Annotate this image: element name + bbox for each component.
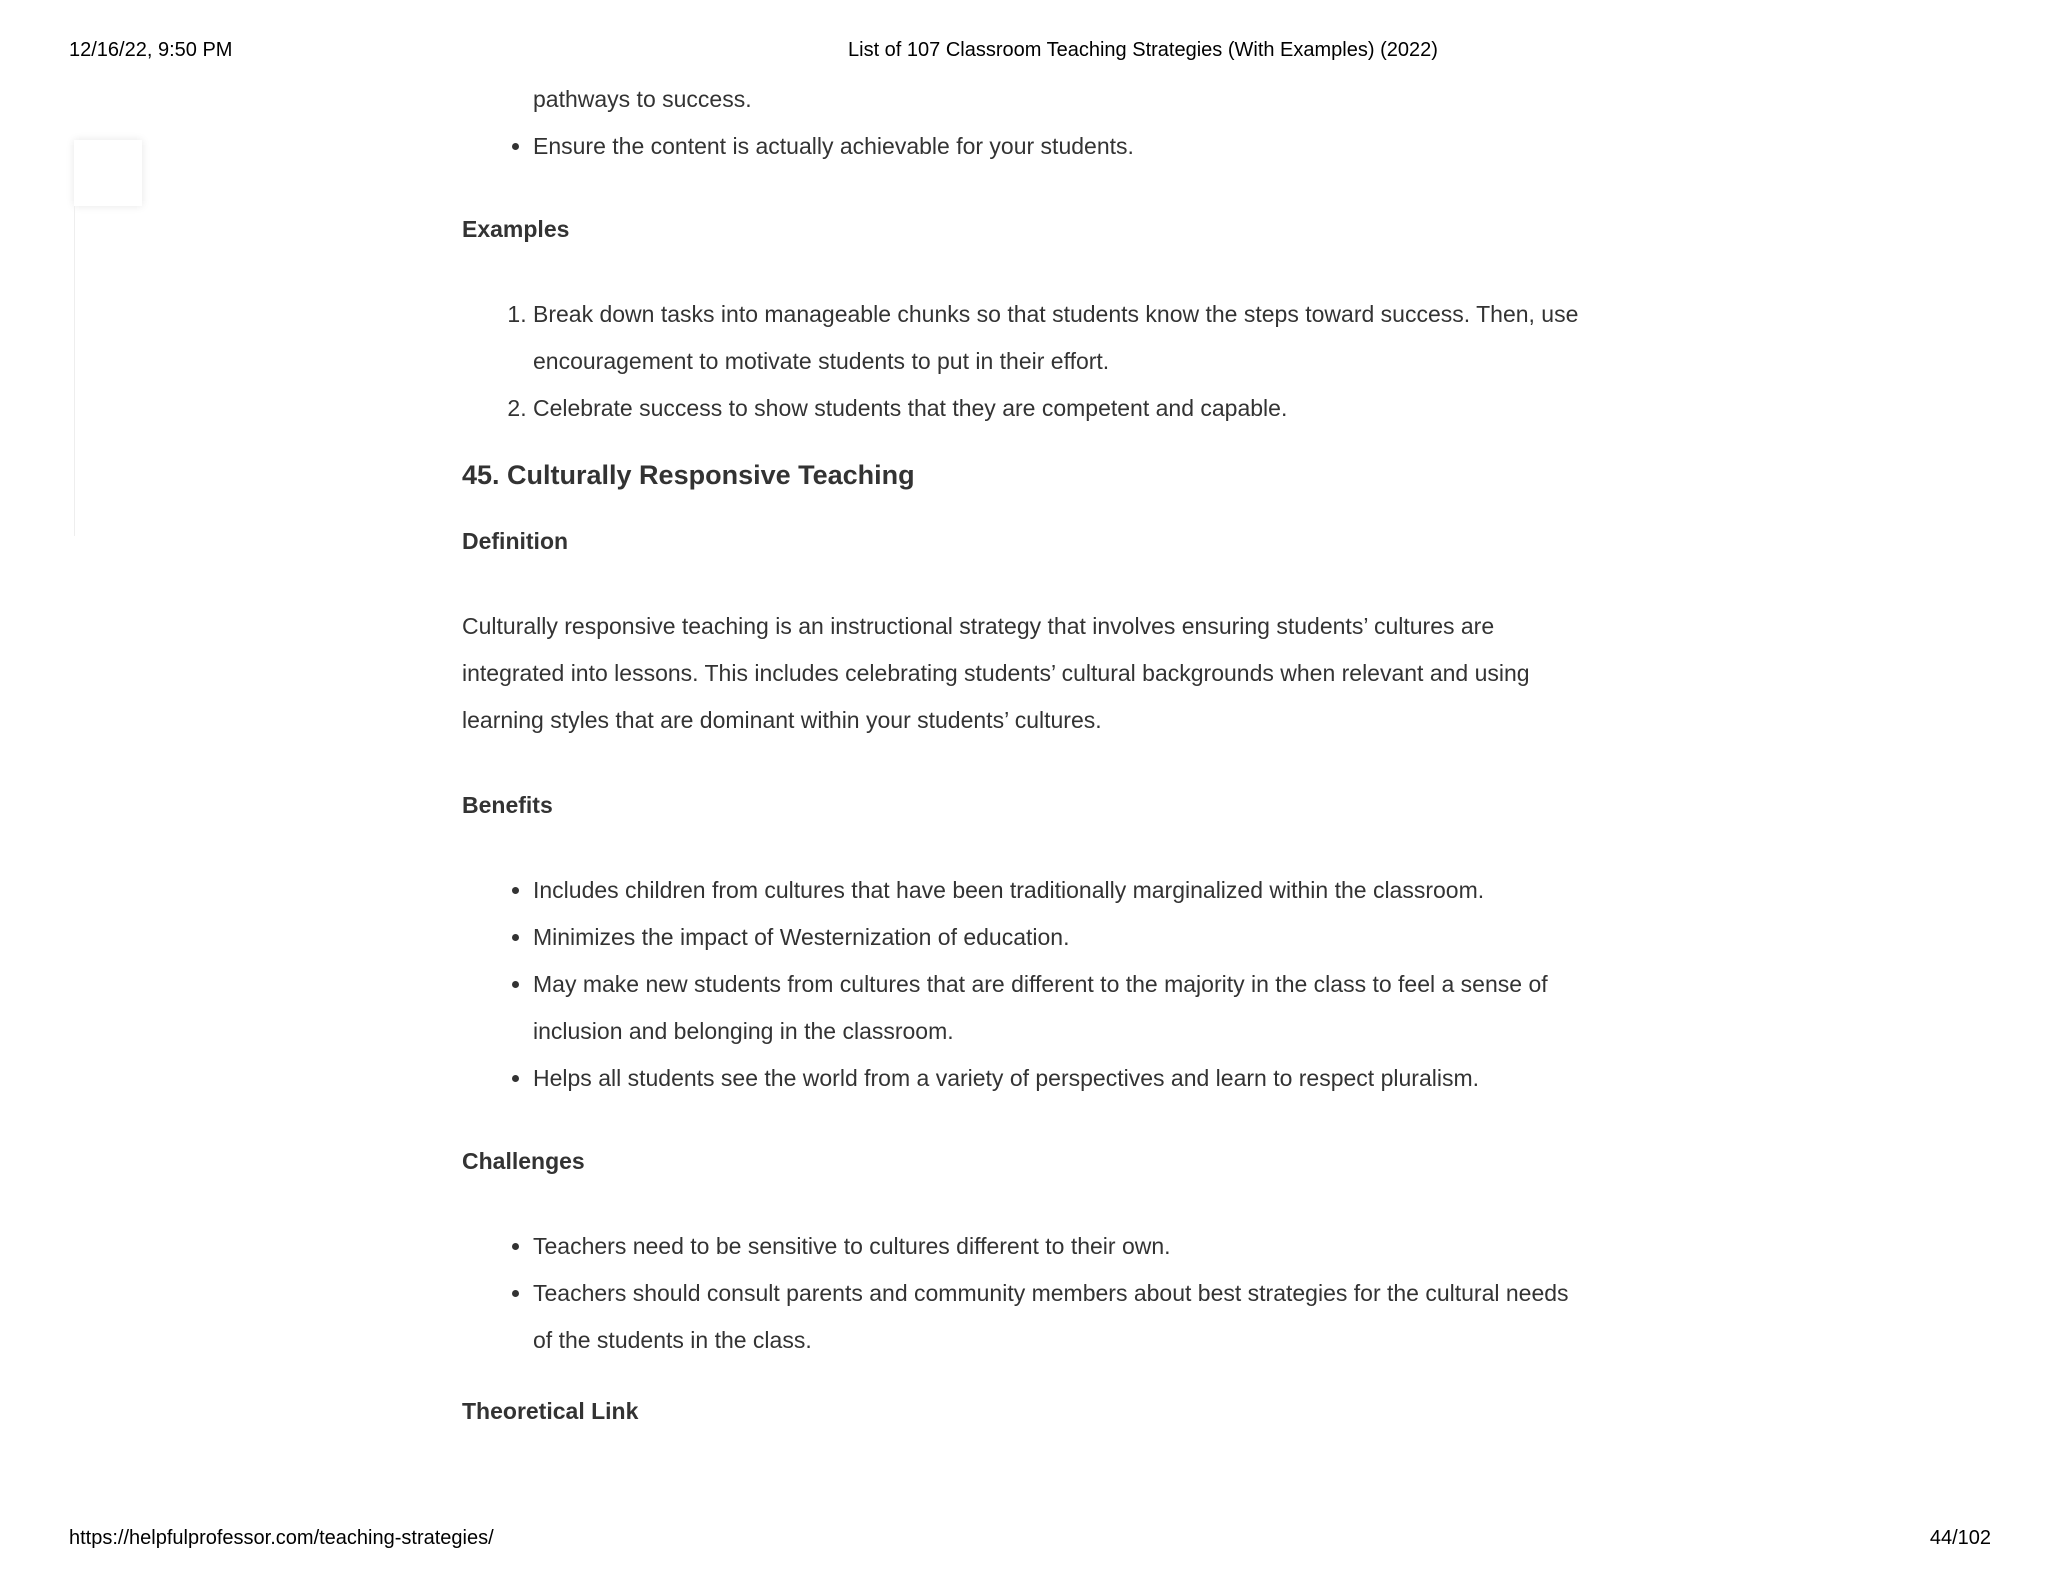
benefits-heading: Benefits xyxy=(462,792,553,818)
list-item: • Teachers need to be sensitive to cultures different to their own. xyxy=(533,1223,1592,1270)
definition-heading: Definition xyxy=(462,528,569,554)
examples-list xyxy=(462,291,1592,432)
print-date-time: 12/16/22, 9:50 PM xyxy=(69,39,233,61)
list-item: 1. Break down tasks into manageable chunks so that students know the steps toward success. Then, use encouragement to motivate students to put in their effort. xyxy=(533,291,1592,385)
list-item: 2. Celebrate success to show students that they are competent and capable. xyxy=(533,385,1592,432)
print-page-title: List of 107 Classroom Teaching Strategies (With Examples) (2022) xyxy=(848,39,1438,61)
challenges-heading: Challenges xyxy=(462,1148,585,1174)
side-divider xyxy=(74,206,75,536)
article-body xyxy=(462,76,1592,1435)
challenges-list xyxy=(462,1223,1592,1364)
previous-challenges-list xyxy=(462,123,1592,170)
print-page-url: https://helpfulprofessor.com/teaching-strategies/ xyxy=(69,1527,494,1549)
previous-list-fragment: pathways to success. xyxy=(533,86,752,112)
definition-text: Culturally responsive teaching is an instructional strategy that involves ensuring students’ cultures are integrated into lessons. This includes celebrating students’ cultural backgrounds when relevant and using learning styles that are dominant within your students’ cultures. xyxy=(462,613,1530,733)
list-item: • Ensure the content is actually achievable for your students. xyxy=(533,123,1592,170)
section-title: 45. Culturally Responsive Teaching xyxy=(462,460,915,490)
theoretical-link-heading: Theoretical Link xyxy=(462,1398,639,1424)
examples-heading: Examples xyxy=(462,216,570,242)
list-item: • Includes children from cultures that have been traditionally marginalized within the classroom. xyxy=(533,867,1592,914)
list-item: • Helps all students see the world from a variety of perspectives and learn to respect pluralism. xyxy=(533,1055,1592,1102)
list-item: • May make new students from cultures that are different to the majority in the class to feel a sense of inclusion and belonging in the classroom. xyxy=(533,961,1592,1055)
list-item: • Teachers should consult parents and community members about best strategies for the cultural needs of the students in the class. xyxy=(533,1270,1592,1364)
print-page-number: 44/102 xyxy=(1929,1527,1991,1549)
list-item: • Minimizes the impact of Westernization of education. xyxy=(533,914,1592,961)
floating-share-widget xyxy=(74,140,142,206)
benefits-list xyxy=(462,867,1592,1102)
